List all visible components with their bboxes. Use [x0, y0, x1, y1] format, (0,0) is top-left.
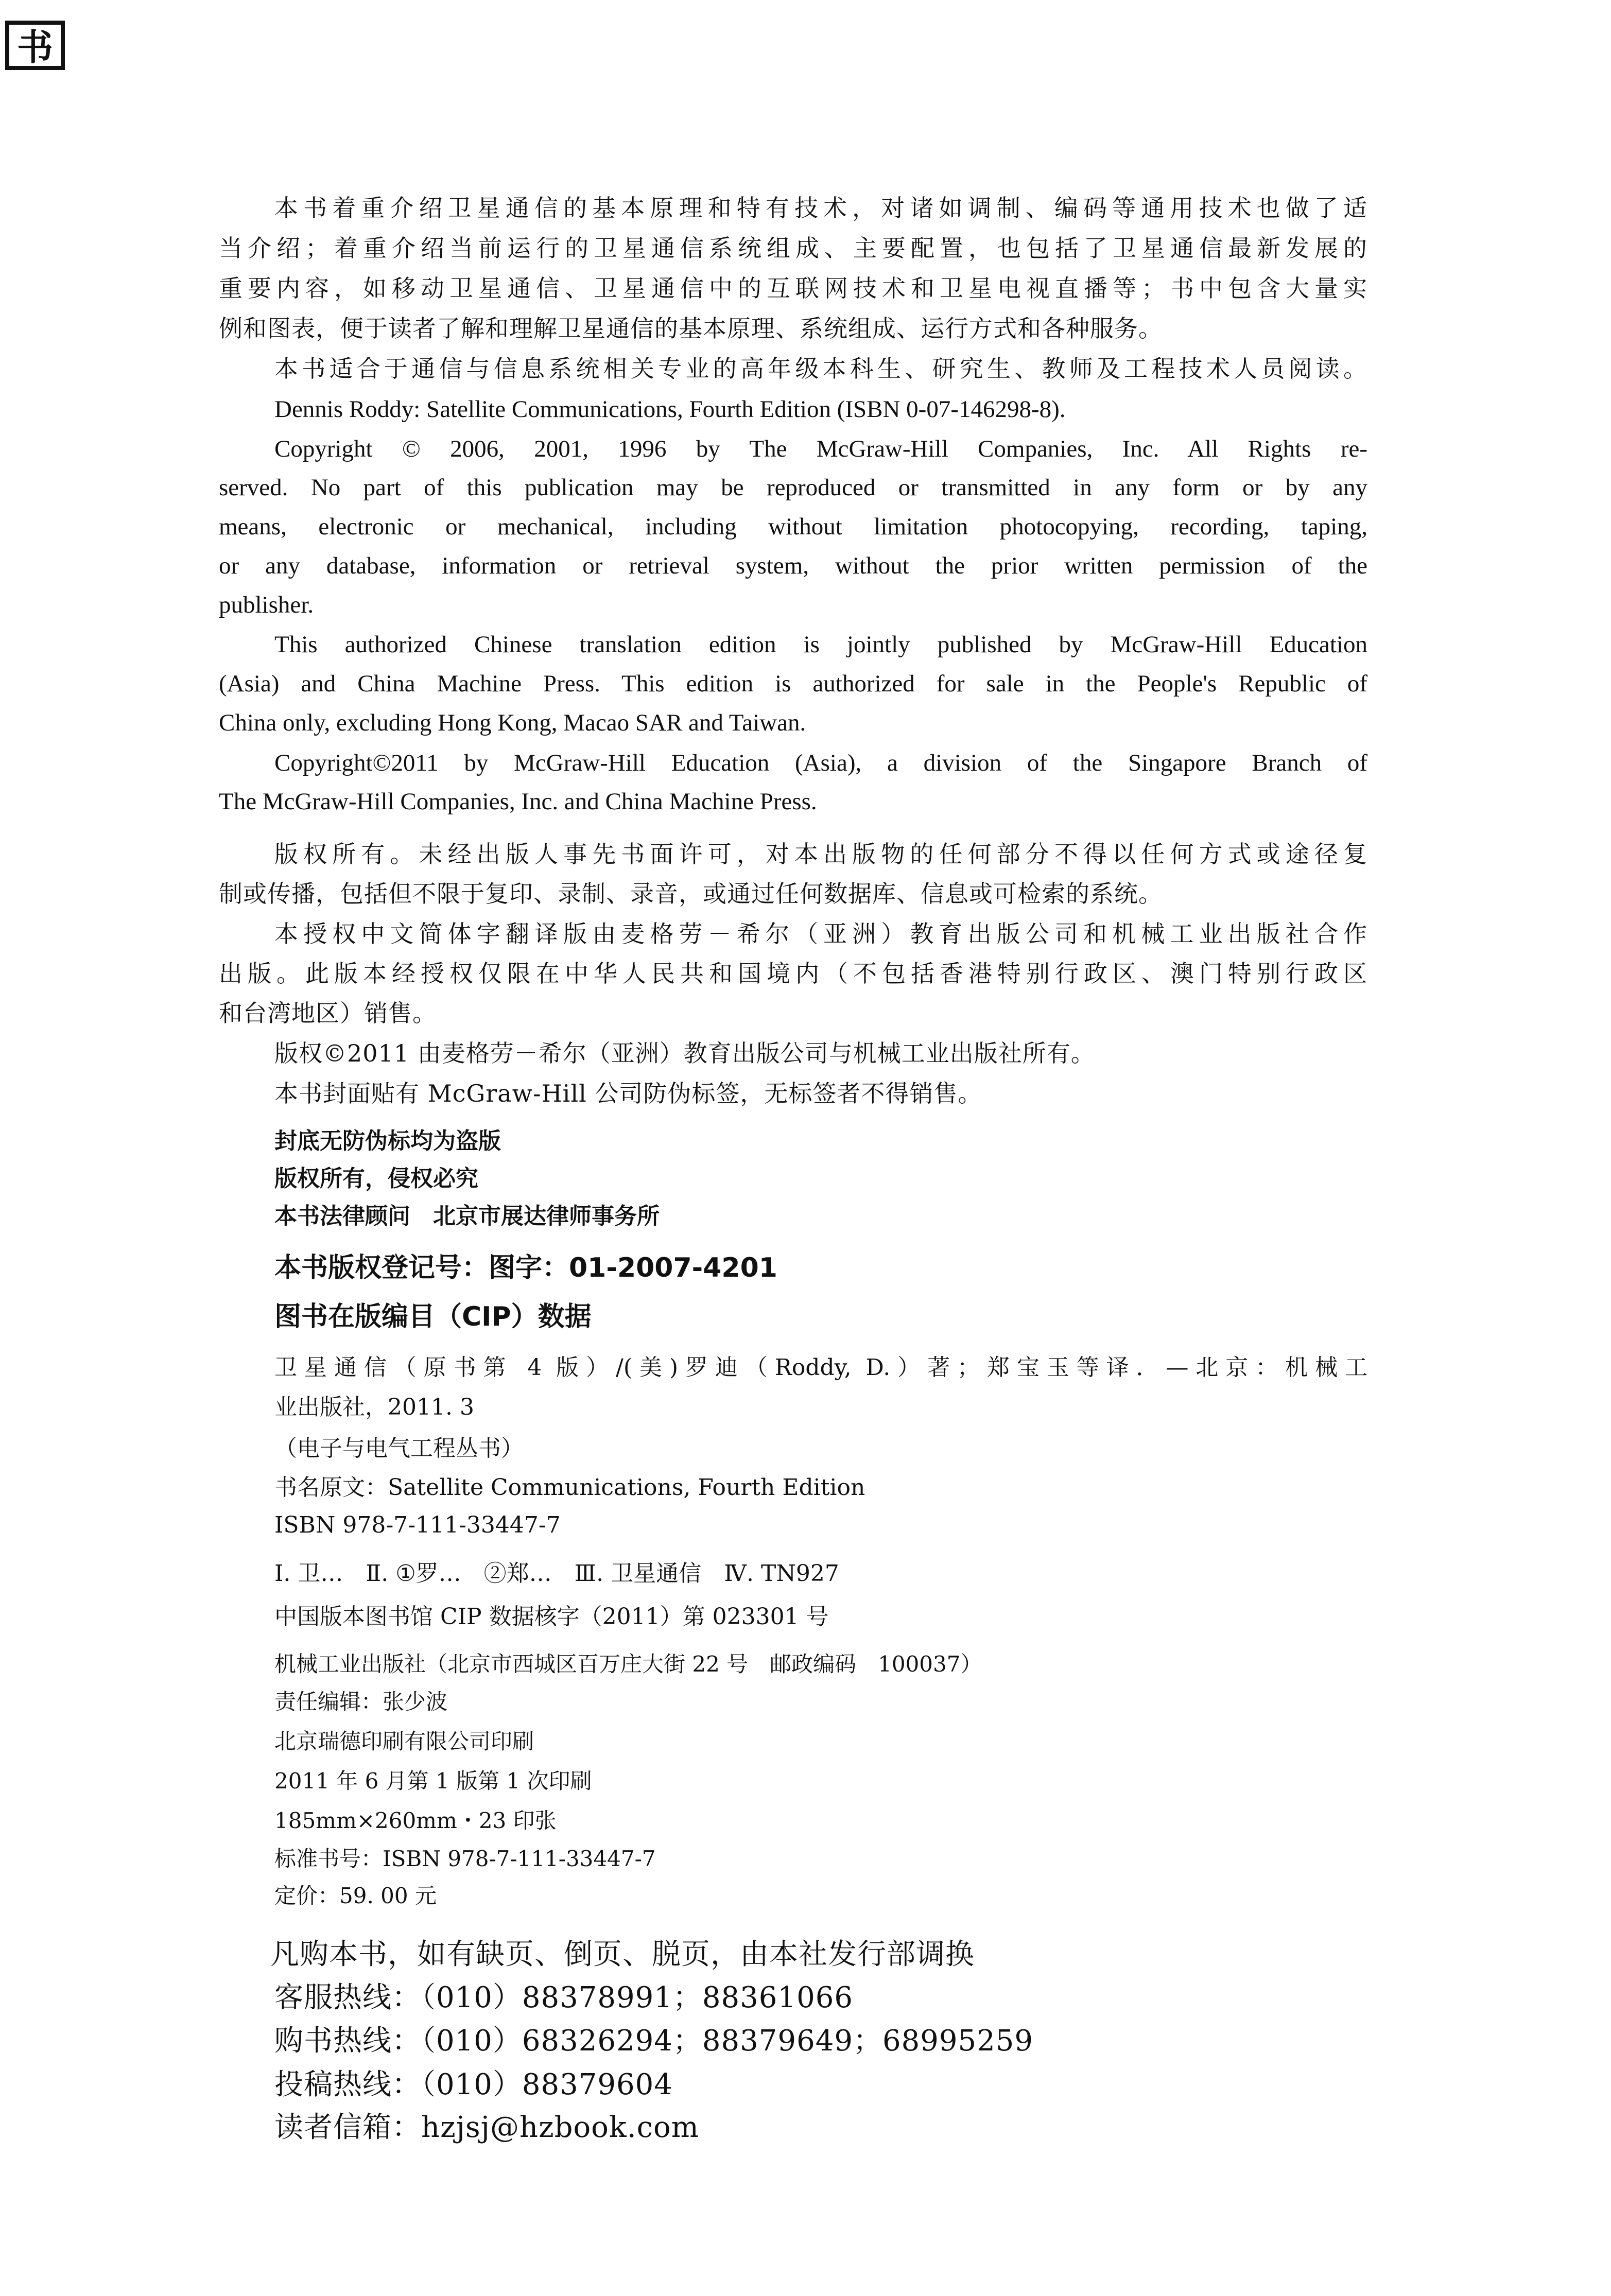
- english-line: served. No part of this publication may be reproduced or transmitted in any form or by any: [219, 474, 1367, 501]
- edition-line: 2011 年 6 月第 1 版第 1 次印刷: [274, 1768, 592, 1794]
- english-line: publisher.: [219, 592, 314, 618]
- cip-line: ISBN 978-7-111-33447-7: [274, 1512, 561, 1538]
- isbn-line: 标准书号：ISBN 978-7-111-33447-7: [274, 1846, 656, 1871]
- rights-line: 制或传播，包括但不限于复印、录制、录音，或通过任何数据库、信息或可检索的系统。: [219, 880, 1163, 908]
- english-line: Copyright © 2006, 2001, 1996 by The McGraw-Hill Companies, Inc. All Rights re-: [274, 436, 1367, 462]
- intro-line: 当介绍；着重介绍当前运行的卫星通信系统组成、主要配置，也包括了卫星通信最新发展的: [219, 234, 1367, 262]
- legal-counsel-note: 本书法律顾问 北京市展达律师事务所: [274, 1203, 660, 1229]
- rights-line: 版权©2011 由麦格劳－希尔（亚洲）教育出版公司与机械工业出版社所有。: [274, 1039, 1095, 1067]
- intro-line: 重要内容，如移动卫星通信、卫星通信中的互联网技术和卫星电视直播等；书中包含大量实: [219, 274, 1367, 302]
- english-line: or any database, information or retrieval system, without the prior written permission of the: [219, 552, 1367, 579]
- submission-hotline: 投稿热线：（010）88379604: [274, 2068, 673, 2101]
- rights-line: 版权所有。未经出版人事先书面许可，对本出版物的任何部分不得以任何方式或途径复: [274, 840, 1367, 868]
- cip-line: 书名原文：Satellite Communications, Fourth Edition: [274, 1474, 865, 1501]
- intro-line: 本书着重介绍卫星通信的基本原理和特有技术，对诸如调制、编码等通用技术也做了适: [274, 194, 1367, 222]
- rights-reserved-note: 版权所有，侵权必究: [274, 1166, 478, 1192]
- rights-line: 出版。此版本经授权仅限在中华人民共和国境内（不包括香港特别行政区、澳门特别行政区: [219, 960, 1367, 987]
- service-hotline: 客服热线：（010）88378991；88361066: [274, 1981, 853, 2014]
- purchase-hotline: 购书热线：（010）68326294；88379649；68995259: [274, 2024, 1033, 2058]
- cip-line: 业出版社，2011. 3: [274, 1394, 474, 1420]
- anti-piracy-note: 封底无防伪标均为盗版: [274, 1128, 501, 1154]
- publisher-address: 机械工业出版社（北京市西城区百万庄大街 22 号 邮政编码 100037）: [274, 1651, 982, 1677]
- intro-line: 例和图表，便于读者了解和理解卫星通信的基本原理、系统组成、运行方式和各种服务。: [219, 315, 1163, 342]
- printer-line: 北京瑞德印刷有限公司印刷: [274, 1729, 534, 1754]
- cip-line: 卫星通信（原书第 4 版）/(美)罗迪（Roddy, D.）著；郑宝玉等译．—北京：机械工: [274, 1354, 1367, 1381]
- cip-line: Ⅰ. 卫… Ⅱ. ①罗… ②郑… Ⅲ. 卫星通信 Ⅳ. TN927: [274, 1560, 839, 1587]
- reader-email: 读者信箱：hzjsj@hzbook.com: [274, 2111, 699, 2144]
- registration-number: 本书版权登记号：图字：01-2007-4201: [274, 1253, 777, 1283]
- english-line: The McGraw-Hill Companies, Inc. and China Machine Press.: [219, 788, 817, 815]
- english-line: This authorized Chinese translation edition is jointly published by McGraw-Hill Education: [274, 631, 1367, 658]
- rights-line: 和台湾地区）销售。: [219, 999, 437, 1027]
- cip-line: （电子与电气工程丛书）: [274, 1435, 524, 1462]
- format-line: 185mm×260mm・23 印张: [274, 1808, 557, 1833]
- english-line: means, electronic or mechanical, including without limitation photocopying, recording, taping,: [219, 513, 1367, 540]
- book-logo-icon: [4, 20, 66, 71]
- exchange-note: 凡购本书，如有缺页、倒页、脱页，由本社发行部调换: [270, 1938, 975, 1971]
- rights-line: 本授权中文简体字翻译版由麦格劳－希尔（亚洲）教育出版公司和机械工业出版社合作: [274, 920, 1367, 948]
- english-line: China only, excluding Hong Kong, Macao SAR and Taiwan.: [219, 709, 806, 736]
- intro-line: 本书适合于通信与信息系统相关专业的高年级本科生、研究生、教师及工程技术人员阅读。: [274, 355, 1367, 382]
- svg-text:书: 书: [17, 26, 53, 68]
- cip-heading: 图书在版编目（CIP）数据: [274, 1301, 592, 1332]
- editor-line: 责任编辑：张少波: [274, 1689, 448, 1714]
- english-line: (Asia) and China Machine Press. This edition is authorized for sale in the People's Republic of: [219, 670, 1367, 697]
- price-line: 定价：59. 00 元: [274, 1883, 437, 1908]
- english-line: Copyright©2011 by McGraw-Hill Education (Asia), a division of the Singapore Branch of: [274, 750, 1367, 776]
- cip-line: 中国版本图书馆 CIP 数据核字（2011）第 023301 号: [274, 1604, 829, 1630]
- english-line: Dennis Roddy: Satellite Communications, Fourth Edition (ISBN 0-07-146298-8).: [274, 396, 1066, 423]
- rights-line: 本书封面贴有 McGraw-Hill 公司防伪标签，无标签者不得销售。: [274, 1080, 982, 1107]
